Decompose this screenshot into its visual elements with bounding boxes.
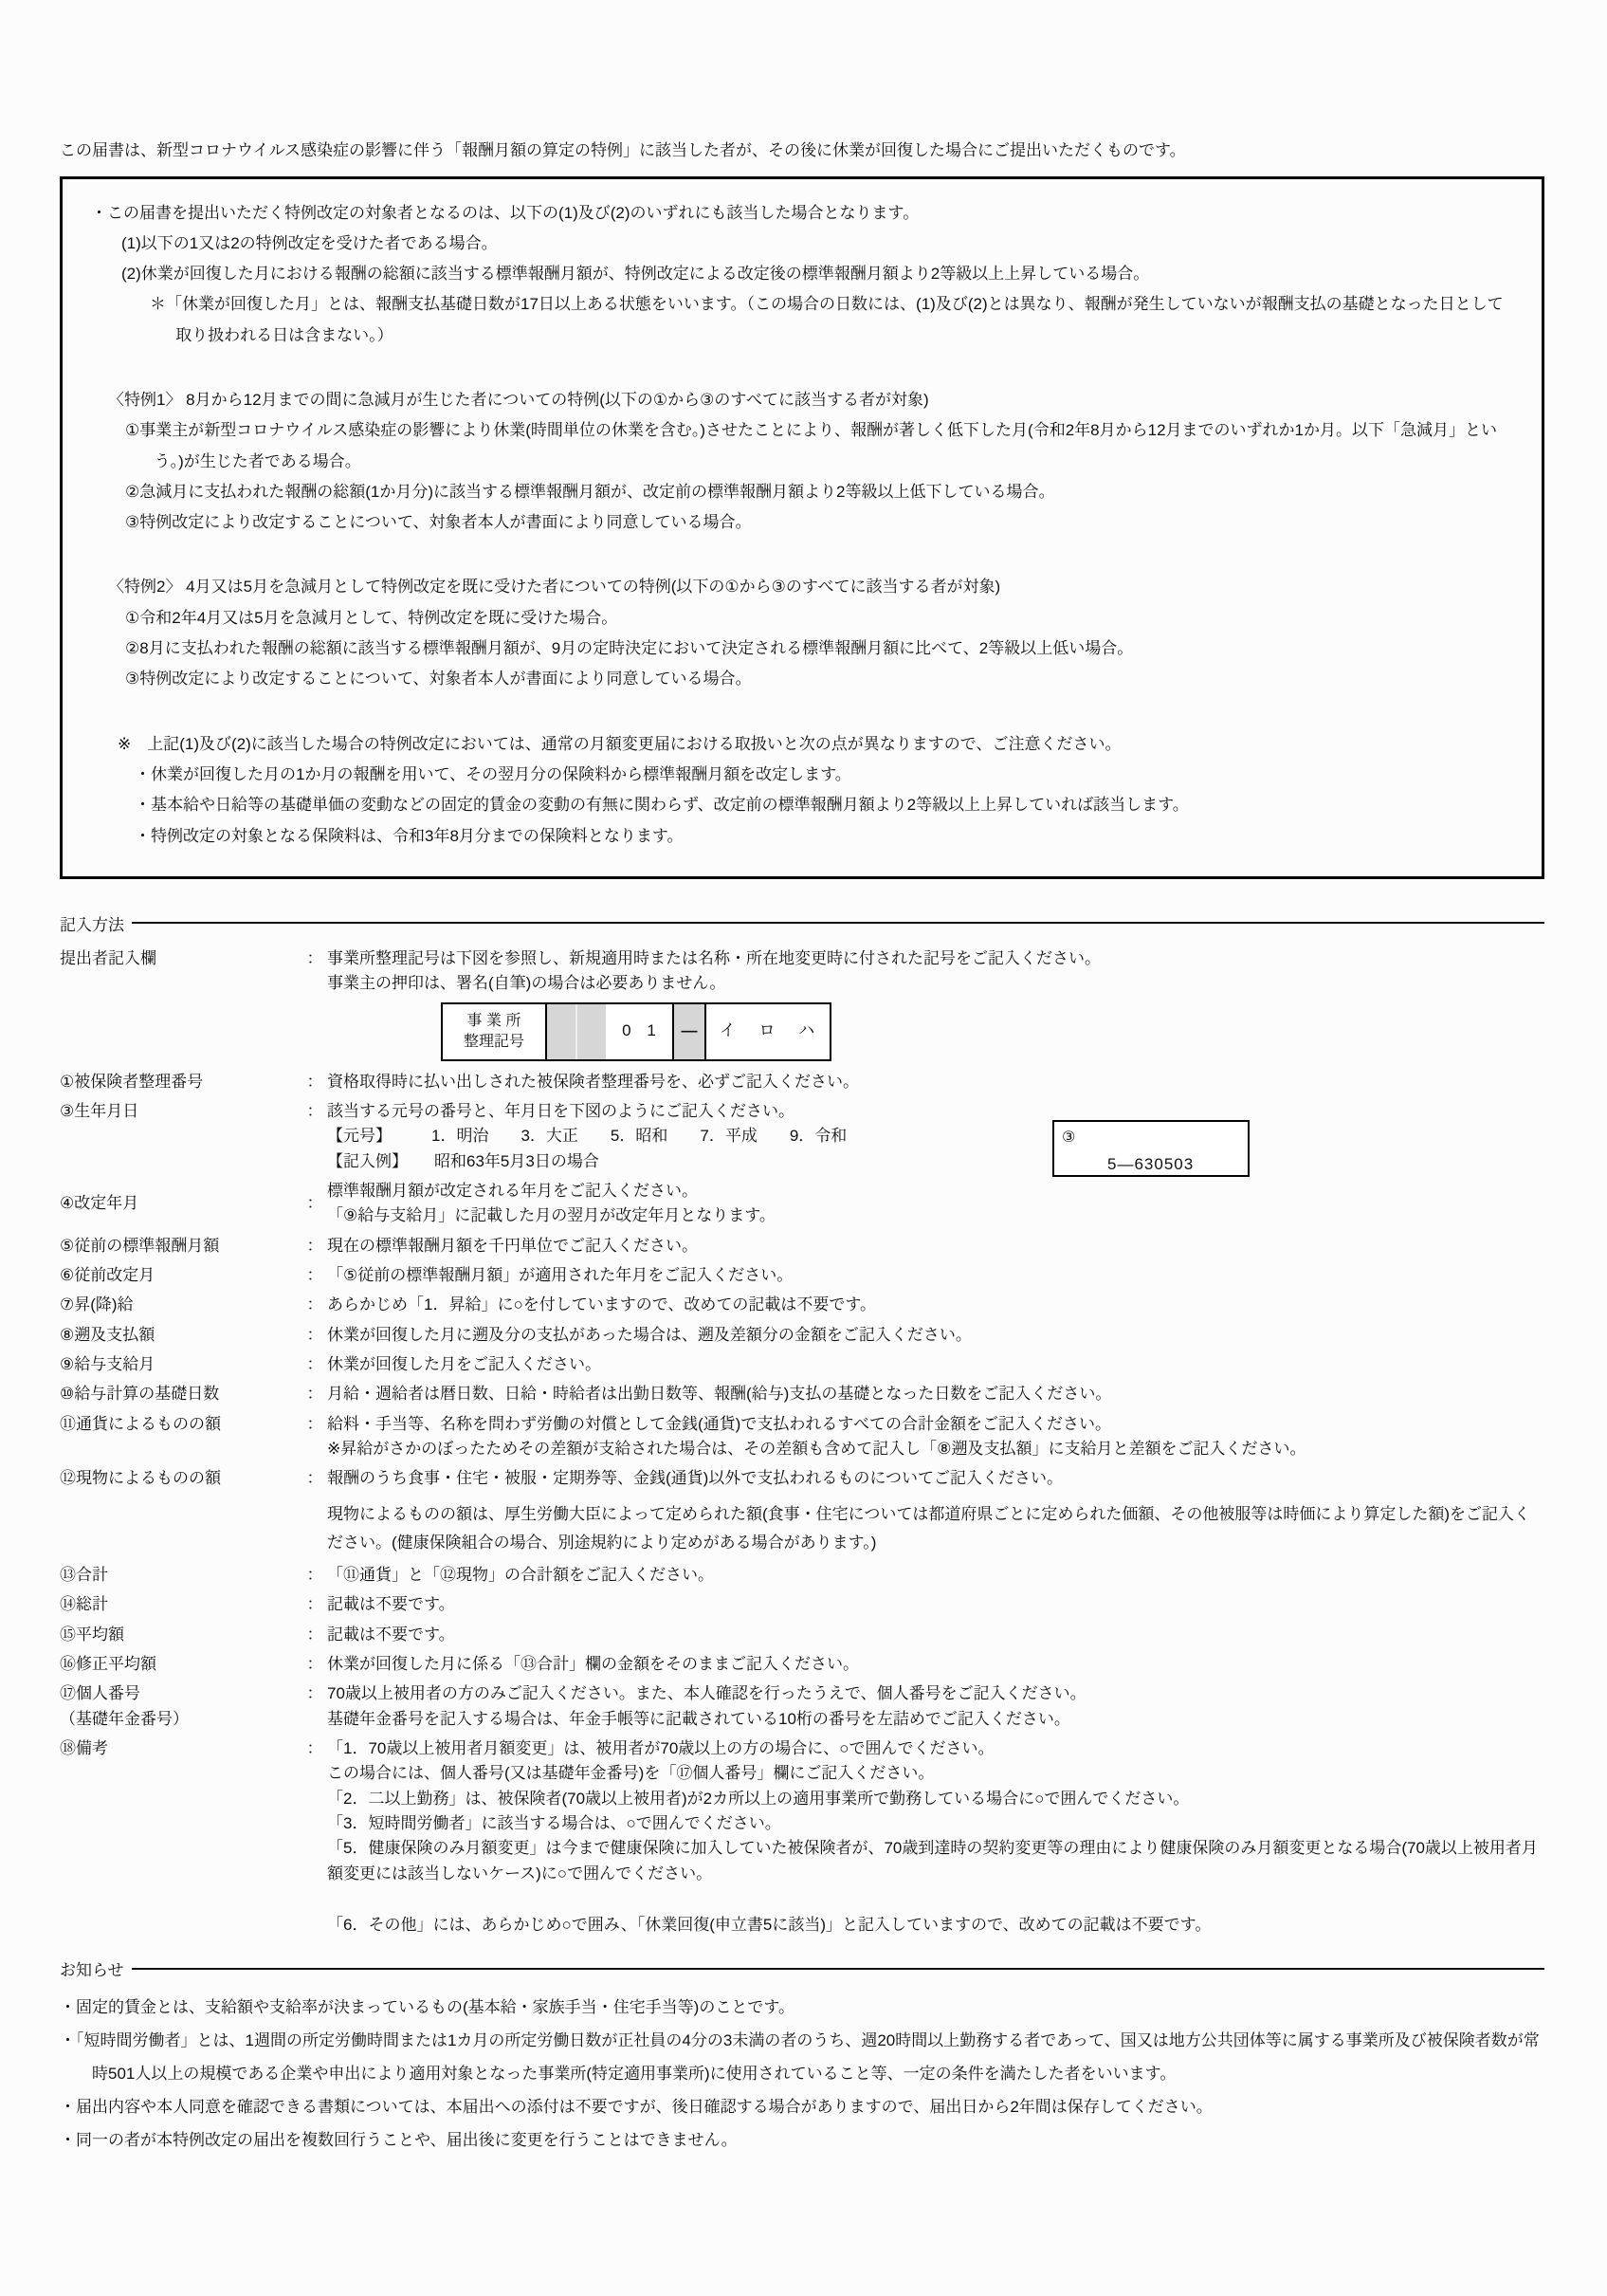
- example-box-value: 5―630503: [1107, 1154, 1195, 1173]
- special1-item-3: ③特例改定により改定することについて、対象者本人が書面により同意している場合。: [125, 513, 752, 532]
- row-amount-in-currency: ⑪通貨によるものの額 ： 給料・手当等、名称を問わず労働の対償として金銭(通貨)で支払われるすべての合計金額をご記入ください。 ※昇給がさかのぼったためその差額が支給された場合は、その差額も含めて記入し「⑧遡及支払額」に支給月と差額をご記入ください。: [60, 1412, 1544, 1462]
- announcement-items: [60, 1992, 1544, 2157]
- row-label: ③生年月日: [60, 1101, 139, 1120]
- office-code-table: [441, 1002, 831, 1061]
- special1-item-1: ①事業主が新型コロナウイルス感染症の影響により休業(時間単位の休業を含む。)させたことにより、報酬が著しく低下した月(令和2年8月から12月までのいずれか1か月。以下「急減月」という。)が生じた者である場合。: [125, 421, 1497, 470]
- eligibility-notice-box: [60, 176, 1544, 879]
- row-retroactive-payment: ⑧遡及支払額 ： 休業が回復した月に遡及分の支払があった場合は、遡及差額分の金額をご記入ください。: [60, 1323, 1544, 1348]
- row-raise-or-cut: ⑦昇(降)給 ： あらかじめ「1．昇給」に○を付していますので、改めての記載は不要です。: [60, 1293, 1544, 1317]
- how-to-fill-section-heading: [60, 911, 1544, 935]
- row-previous-standard-remuneration: ⑤従前の標準報酬月額 ： 現在の標準報酬月額を千円単位でご記入ください。: [60, 1234, 1544, 1258]
- remarks-line-1: 「1．70歳以上被用者月額変更」は、被用者が70歳以上の方の場合に、○で囲んでください。: [327, 1738, 995, 1757]
- row-label: ①被保険者整理番号: [60, 1072, 204, 1091]
- era-options-line: 【元号】 1．明治 3．大正 5．昭和 7．平成 9．令和: [327, 1127, 848, 1146]
- notice-lead: ・この届書を提出いただく特例改定の対象者となるのは、以下の(1)及び(2)のいずれにも該当した場合となります。: [91, 203, 920, 222]
- remarks-line-4: 「3．短時間労働者」に該当する場合は、○で囲んでください。: [327, 1813, 781, 1832]
- office-code-table-label: 事 業 所 整理記号: [443, 1004, 547, 1059]
- instruction-rows: [60, 946, 1544, 1938]
- remarks-line-2: この場合には、個人番号(又は基礎年金番号)を「⑰個人番号」欄にご記入ください。: [327, 1764, 935, 1783]
- document-intro: この届書は、新型コロナウイルス感染症の影響に伴う「報酬月額の算定の特例」に該当した者が、その後に休業が回復した場合にご提出いただくものです。: [60, 141, 1186, 159]
- caution-heading: ※ 上記(1)及び(2)に該当した場合の特例改定においては、通常の月額変更届における取扱いと次の点が異なりますので、ご注意ください。: [118, 734, 1122, 753]
- remarks-line-3: 「2．二以上勤務」は、被保険者(70歳以上被用者)が2カ所以上の適用事業所で勤務している場合に○で囲んでください。: [327, 1789, 1190, 1808]
- special2-item-2: ②8月に支払われた報酬の総額に該当する標準報酬月額が、9月の定時決定において決定される標準報酬月額に比べて、2等級以上低い場合。: [125, 639, 1134, 658]
- announcement-item-3: ・届出内容や本人同意を確認できる書類については、本届出への添付は不要ですが、後日確認する場合がありますので、届出日から2年間は保存してください。: [60, 2097, 1213, 2116]
- row-grand-total: ⑭総計 ： 記載は不要です。: [60, 1592, 1544, 1617]
- row-my-number: ⑰個人番号 （基礎年金番号） ： 70歳以上被用者の方のみご記入ください。また、本人確認を行ったうえで、個人番号をご記入ください。 基礎年金番号を記入する場合は、年金手帳等に記載されている10桁の番号を左詰めでご記入ください。: [60, 1681, 1544, 1732]
- example-box-mark: ③: [1062, 1129, 1076, 1146]
- caution-item-3: ・特例改定の対象となる保険料は、令和3年8月分までの保険料となります。: [135, 826, 684, 845]
- office-code-number-cell: 0 1: [622, 1021, 662, 1040]
- announcement-item-4: ・同一の者が本特例改定の届出を複数回行うことや、届出後に変更を行うことはできません。: [60, 2130, 738, 2149]
- row-insured-number: ①被保険者整理番号 ： 資格取得時に払い出しされた被保険者整理番号を、必ずご記入ください。: [60, 1070, 1544, 1094]
- office-code-blank-cell-1: [547, 1004, 577, 1059]
- row-base-days: ⑩給与計算の基礎日数 ： 月給・週給者は暦日数、日給・時給者は出勤日数等、報酬(給与)支払の基礎となった日数をご記入ください。: [60, 1382, 1544, 1406]
- special2-item-3: ③特例改定により改定することについて、対象者本人が書面により同意している場合。: [125, 670, 752, 689]
- condition-2: (2)休業が回復した月における報酬の総額に該当する標準報酬月額が、特例改定による改定後の標準報酬月額より2等級以上上昇している場合。: [121, 265, 1150, 284]
- row-label: ⑤従前の標準報酬月額: [60, 1236, 220, 1255]
- row-label: ⑨給与支給月: [60, 1354, 155, 1373]
- condition-1: (1)以下の1又は2の特例改定を受けた者である場合。: [121, 233, 498, 252]
- row-label: ④改定年月: [60, 1194, 139, 1213]
- recovered-month-note: ＊「休業が回復した月」とは、報酬支払基礎日数が17日以上ある状態をいいます。（この場合の日数には、(1)及び(2)とは異なり、報酬が発生していないが報酬支払の基礎となった日として取り扱われる日は含まない。）: [150, 295, 1504, 344]
- row-amount-in-kind: ⑫現物によるものの額 ： 報酬のうち食事・住宅・被服・定期券等、金銭(通貨)以外で支払われるものについてご記入ください。 現物によるものの額は、厚生労働大臣によって定められた額(食事・住宅については都道府県ごとに定められた価額、その他被服等は時価により算定した額)をご記入ください。(健康保険組合の場合、別途規約により定めがある場合があります。): [60, 1466, 1544, 1558]
- row-label: ⑬合計: [60, 1565, 108, 1584]
- office-code-blank-cell-2: [577, 1004, 606, 1059]
- row-revision-month: ④改定年月 ： 標準報酬月額が改定される年月をご記入ください。 「⑨給与支給月」に記載した月の翌月が改定年月となります。: [60, 1181, 776, 1225]
- row-revised-average: ⑯修正平均額 ： 休業が回復した月に係る「⑬合計」欄の金額をそのままご記入ください。: [60, 1652, 1544, 1677]
- birth-date-example-box: [1052, 1120, 1250, 1177]
- heading-rule: [132, 1968, 1545, 1970]
- caution-item-2: ・基本給や日給等の基礎単価の変動などの固定的賃金の変動の有無に関わらず、改定前の標準報酬月額より2等級以上上昇していれば該当します。: [135, 796, 1189, 815]
- row-average-amount: ⑮平均額 ： 記載は不要です。: [60, 1623, 1544, 1647]
- row-label: ⑪通貨によるものの額: [60, 1414, 221, 1433]
- special1-item-2: ②急減月に支払われた報酬の総額(1か月分)に該当する標準報酬月額が、改定前の標準報酬月額より2等級以上低下している場合。: [125, 482, 1055, 501]
- row-label: 提出者記入欄: [60, 948, 156, 967]
- row-label: ⑦昇(降)給: [60, 1295, 134, 1314]
- submitter-line-2: 事業主の押印は、署名(自筆)の場合は必要ありません。: [327, 974, 726, 993]
- row-salary-payment-month: ⑨給与支給月 ： 休業が回復した月をご記入ください。: [60, 1352, 1544, 1377]
- row-previous-revision-month: ⑥従前改定月 ： 「⑤従前の標準報酬月額」が適用された年月をご記入ください。: [60, 1263, 1544, 1288]
- office-code-dash-cell: ―: [672, 1004, 706, 1059]
- how-to-fill-title: 記入方法: [60, 915, 124, 934]
- announcement-item-2: ・「短時間労働者」とは、1週間の所定労働時間または1カ月の所定労働日数が正社員の4分の3未満の者のうち、週20時間以上勤務する者であって、国又は地方公共団体等に属する事業所及び被保険者数が常時501人以上の規模である企業や申出により適用対象となった事業所(特定適用事業所)に使用されていること等、一定の条件を満たした者をいいます。: [60, 2031, 1540, 2084]
- remarks-line-5: 「5．健康保険のみ月額変更」は今まで健康保険に加入していた被保険者が、70歳到達時の契約変更等の理由により健康保険のみ月額変更となる場合(70歳以上被用者月額変更には該当しないケース)に○で囲んでください。: [327, 1839, 1538, 1883]
- special2-item-1: ①令和2年4月又は5月を急減月として、特例改定を既に受けた場合。: [125, 608, 618, 627]
- caution-item-1: ・休業が回復した月の1か月の報酬を用いて、その翌月分の保険料から標準報酬月額を改定します。: [135, 764, 851, 783]
- submitter-line-1: 事業所整理記号は下図を参照し、新規適用時または名称・所在地変更時に付された記号をご記入ください。: [327, 948, 1101, 967]
- row-birth-date: ③生年月日 ： 該当する元号の番号と、年月日を下図のようにご記入ください。 【元号】 1．明治 3．大正 5．昭和 7．平成 9．令和 【記入例】 昭和63年5月3日の場合 ③ 5―630503: [60, 1099, 1544, 1174]
- row-label: ⑩給与計算の基礎日数: [60, 1385, 220, 1404]
- row-label: ⑭総計: [60, 1595, 108, 1614]
- announcement-item-1: ・固定的賃金とは、支給額や支給率が決まっているもの(基本給・家族手当・住宅手当等)のことです。: [60, 1998, 794, 2017]
- remarks-line-6: 「6．その他」には、あらかじめ○で囲み、「休業回復(申立書5に該当)」と記入していますので、改めての記載は不要です。: [327, 1916, 1212, 1934]
- row-label: ⑰個人番号 （基礎年金番号）: [60, 1684, 189, 1728]
- announcement-section-heading: [60, 1956, 1544, 1980]
- announcement-title: お知らせ: [60, 1961, 124, 1980]
- entry-example-line: 【記入例】 昭和63年5月3日の場合: [327, 1151, 599, 1170]
- row-label: ⑱備考: [60, 1738, 108, 1757]
- birth-date-instruction: 該当する元号の番号と、年月日を下図のようにご記入ください。: [327, 1101, 794, 1120]
- row-label: ⑮平均額: [60, 1625, 124, 1644]
- row-total: ⑬合計 ： 「⑪通貨」と「⑫現物」の合計額をご記入ください。: [60, 1563, 1544, 1588]
- row-remarks: ⑱備考 ： 「1．70歳以上被用者月額変更」は、被用者が70歳以上の方の場合に、○で囲んでください。 この場合には、個人番号(又は基礎年金番号)を「⑰個人番号」欄にご記入ください。 「2．二以上勤務」は、被保険者(70歳以上被用者)が2カ所以上の適用事業所で勤務している場合に○で囲んでください。 「3．短時間労働者」に該当する場合は、○で囲んでください。 「5．健康保険のみ月額変更」は今まで健康保険に加入していた被保険者が、70歳到達時の契約変更等の理由により健康保険のみ月額変更となる場合(70歳以上被用者月額変更には該当しないケース)に○で囲んでください。 「6．その他」には、あらかじめ○で囲み、「休業回復(申立書5に該当)」と記入していますので、改めての記載は不要です。: [60, 1736, 1544, 1938]
- heading-rule: [132, 922, 1544, 924]
- row-label: ⑫現物によるものの額: [60, 1469, 221, 1488]
- row-submitter: 提出者記入欄 ： 事業所整理記号は下図を参照し、新規適用時または名称・所在地変更時に付された記号をご記入ください。 事業主の押印は、署名(自筆)の場合は必要ありません。 事 業 所 整理記号 0 1 ― イ ロ ハ: [60, 946, 1544, 1065]
- row-label: ⑯修正平均額: [60, 1654, 156, 1673]
- office-code-kana-cell: イ ロ ハ: [719, 1021, 825, 1040]
- row-label: ⑧遡及支払額: [60, 1325, 155, 1344]
- row-label: ⑥従前改定月: [60, 1265, 155, 1284]
- special-case-2-heading: 〈特例2〉 4月又は5月を急減月として特例改定を既に受けた者についての特例(以下の①から③のすべてに該当する者が対象): [108, 578, 1001, 597]
- special-case-1-heading: 〈特例1〉 8月から12月までの間に急減月が生じた者についての特例(以下の①から③のすべてに該当する者が対象): [108, 390, 929, 409]
